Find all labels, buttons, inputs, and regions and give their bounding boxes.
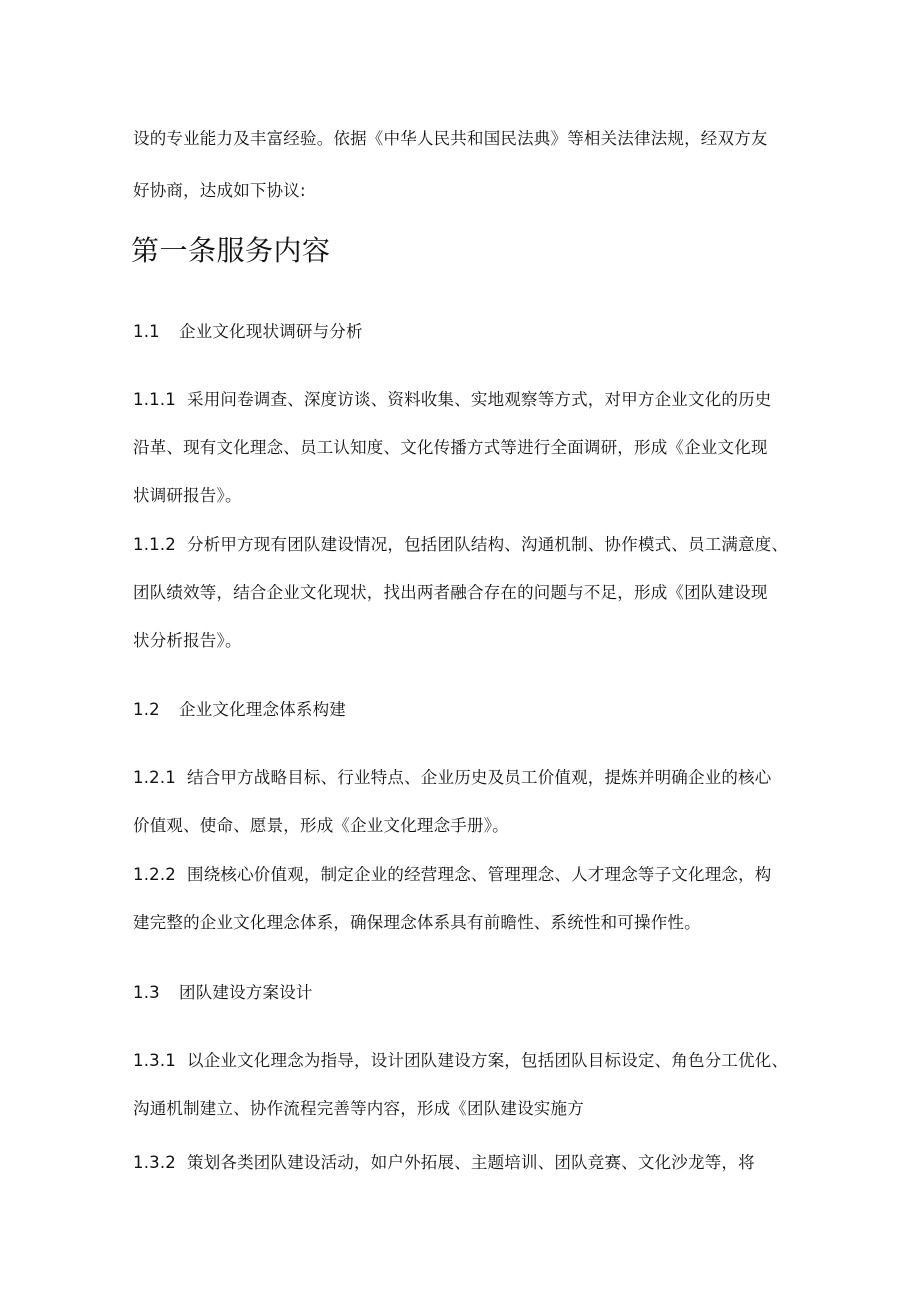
section-number: 1.2 — [133, 700, 160, 719]
clause-1-2-1-line-1 — [133, 767, 772, 789]
clause-1-3-1-line-1 — [133, 1050, 788, 1072]
clause-1-1-2-line-1 — [133, 534, 788, 556]
section-title: 团队建设方案设计 — [179, 983, 313, 1002]
clause-text: 围绕核心价值观，制定企业的经营理念、管理理念、人才理念等子文化理念，构 — [187, 865, 772, 884]
clause-1-2-2-line-2: 建完整的企业文化理念体系，确保理念体系具有前瞻性、系统性和可操作性。 — [133, 913, 701, 932]
clause-number: 1.2.2 — [133, 865, 176, 884]
clause-1-2-2-line-1 — [133, 864, 772, 886]
clause-text: 结合甲方战略目标、行业特点、企业历史及员工价值观，提炼并明确企业的核心 — [187, 768, 772, 787]
clause-1-3-1-line-2: 沟通机制建立、协作流程完善等内容，形成《团队建设实施方 — [133, 1099, 584, 1118]
clause-1-2-1-line-2: 价值观、使命、愿景，形成《企业文化理念手册》。 — [133, 816, 509, 835]
clause-1-1-2-line-3: 状分析报告》。 — [133, 631, 242, 650]
section-heading-1-1 — [133, 321, 363, 343]
section-heading-1-3 — [133, 982, 313, 1004]
section-heading-1-2 — [133, 699, 346, 721]
clause-text: 策划各类团队建设活动，如户外拓展、主题培训、团队竞赛、文化沙龙等，将 — [187, 1153, 755, 1172]
clause-1-3-2-line-1 — [133, 1152, 755, 1174]
clause-text: 分析甲方现有团队建设情况，包括团队结构、沟通机制、协作模式、员工满意度、 — [187, 535, 789, 554]
section-title: 企业文化理念体系构建 — [179, 700, 346, 719]
article-heading: 第一条服务内容 — [131, 234, 331, 267]
intro-line-2: 好协商，达成如下协议: — [133, 181, 306, 200]
section-number: 1.1 — [133, 322, 160, 341]
clause-1-1-1-line-3: 状调研报告》。 — [133, 486, 242, 505]
clause-1-1-1-line-1 — [133, 389, 772, 411]
clause-1-1-1-line-2: 沿革、现有文化理念、员工认知度、文化传播方式等进行全面调研，形成《企业文化现 — [133, 438, 768, 457]
clause-number: 1.1.2 — [133, 535, 176, 554]
section-title: 企业文化现状调研与分析 — [179, 322, 363, 341]
clause-number: 1.2.1 — [133, 768, 176, 787]
clause-1-1-2-line-2: 团队绩效等，结合企业文化现状，找出两者融合存在的问题与不足，形成《团队建设现 — [133, 583, 768, 602]
intro-line-1: 设的专业能力及丰富经验。依据《中华人民共和国民法典》等相关法律法规，经双方友 — [133, 129, 768, 148]
clause-number: 1.3.2 — [133, 1153, 176, 1172]
clause-number: 1.3.1 — [133, 1051, 176, 1070]
section-number: 1.3 — [133, 983, 160, 1002]
clause-text: 采用问卷调查、深度访谈、资料收集、实地观察等方式，对甲方企业文化的历史 — [187, 390, 772, 409]
clause-text: 以企业文化理念为指导，设计团队建设方案，包括团队目标设定、角色分工优化、 — [187, 1051, 789, 1070]
clause-number: 1.1.1 — [133, 390, 176, 409]
